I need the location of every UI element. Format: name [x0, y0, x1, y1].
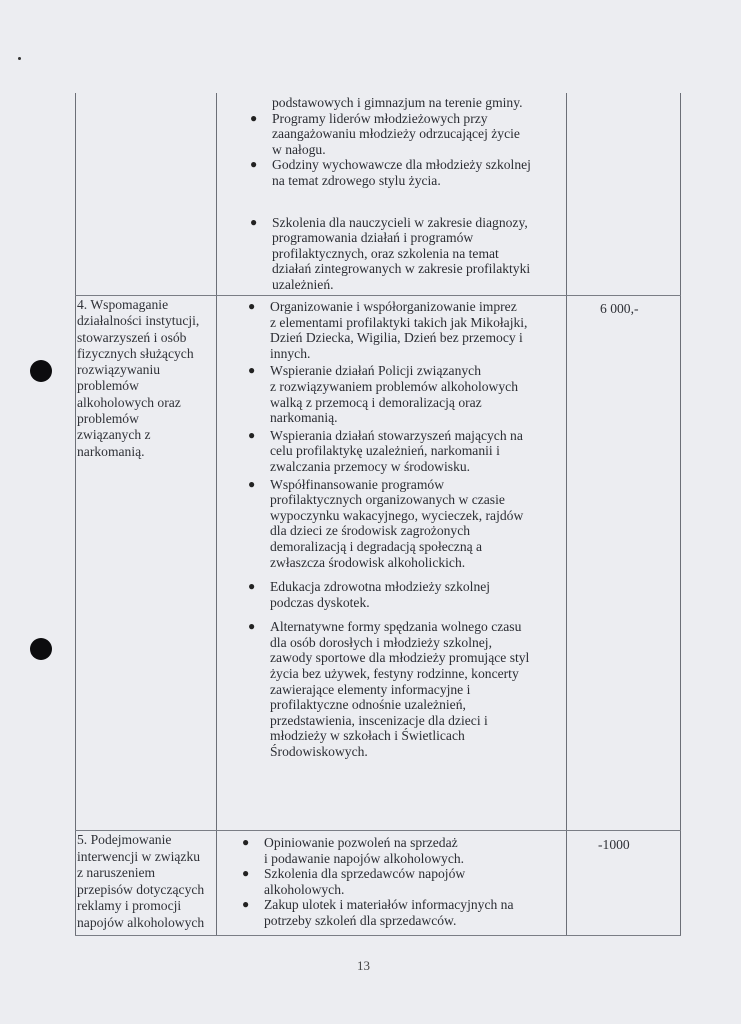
page-number: 13: [357, 958, 370, 973]
punch-hole-bottom: [30, 638, 52, 660]
list-item: ● Szkolenia dla sprzedawców napojów alkoholowych.: [242, 866, 466, 897]
row-4-amount: 6 000,-: [600, 301, 639, 316]
bullet-icon: ●: [248, 299, 256, 313]
table-row-divider-1: [75, 295, 681, 296]
table-border-col2: [216, 93, 217, 936]
scan-speck: [18, 57, 21, 60]
bullet-icon: ●: [250, 214, 258, 229]
table-row-divider-2: [75, 830, 681, 831]
list-item: ● Wspierania działań stowarzyszeń mających na celu profilaktykę uzależnień, narkomanii i zwalczania przemocy w środowisku.: [248, 427, 523, 474]
row-5-amount: -1000: [598, 837, 630, 852]
table-border-right: [680, 93, 681, 936]
list-item: ● Opiniowanie pozwoleń na sprzedaż i podawanie napojów alkoholowych.: [242, 835, 465, 866]
row-continued-items: [250, 95, 564, 293]
table-border-left: [75, 93, 76, 936]
list-item: ● Wspieranie działań Policji związanych z rozwiązywaniem problemów alkoholowych walką z przemocą i demoralizacją oraz narkomanią.: [248, 363, 519, 426]
table-border-col3: [566, 93, 567, 936]
list-item: ● Zakup ulotek i materiałów informacyjnych na potrzeby szkoleń dla sprzedawców.: [242, 897, 514, 928]
bullet-icon: ●: [242, 835, 250, 849]
list-item: ● Godziny wychowawcze dla młodzieży szkolnej na temat zdrowego stylu życia.: [250, 157, 531, 188]
list-item: ● Współfinansowanie programów profilaktycznych organizowanych w czasie wypoczynku wakacyjnego, wycieczek, rajdów dla dzieci ze środowisk zagrożonych demoralizacją i degradacją społeczną a zwłaszcza środowisk alkoholickich.: [248, 476, 524, 570]
list-item: ● Alternatywne formy spędzania wolnego czasu dla osób dorosłych i młodzieży szkolnej, zawody sportowe dla młodzieży promujące styl życia bez używek, festyny rodzinne, koncerty zawierające elementy informacyjne i profilaktyczne odnośnie uzależnień, przedstawienia, inscenizacje dla dzieci i młodzieży w szkołach i Świetlicach Środowiskowych.: [248, 619, 530, 760]
bullet-icon: ●: [250, 157, 258, 172]
list-item: podstawowych i gimnazjum na terenie gminy.: [272, 95, 523, 110]
bullet-icon: ●: [242, 866, 250, 881]
bullet-icon: ●: [248, 619, 256, 634]
bullet-icon: ●: [248, 476, 256, 491]
list-item: ● Organizowanie i współorganizowanie imprez z elementami profilaktyki takich jak Mikołajki, Dzień Dziecka, Wigilia, Dzień bez przemocy i innych.: [248, 299, 528, 361]
bullet-icon: ●: [248, 363, 256, 378]
row-4-items: [248, 299, 564, 760]
list-item: ● Programy liderów młodzieżowych przy zaangażowaniu młodzieży odrzucającej życie w nałogu.: [250, 110, 520, 157]
bullet-icon: ●: [250, 110, 258, 125]
row-4-title: 4. Wspomaganie działalności instytucji, stowarzyszeń i osób fizycznych służących rozwiązywaniu problemów alkoholowych oraz problemów związanych z narkomanią.: [77, 297, 200, 459]
bullet-icon: ●: [248, 579, 256, 594]
list-item: ● Szkolenia dla nauczycieli w zakresie diagnozy, programowania działań i programów profilaktycznych, oraz szkolenia na temat działań zintegrowanych w zakresie profilaktyki uzależnień.: [250, 214, 531, 292]
row-5-title: 5. Podejmowanie interwencji w związku z naruszeniem przepisów dotyczących reklamy i promocji napojów alkoholowych: [77, 832, 205, 930]
table-border-bottom: [75, 935, 681, 936]
row-5-items: [242, 835, 564, 929]
list-item: ● Edukacja zdrowotna młodzieży szkolnej podczas dyskotek.: [248, 579, 491, 610]
punch-hole-top: [30, 360, 52, 382]
bullet-icon: ●: [242, 897, 250, 912]
bullet-icon: ●: [248, 427, 256, 442]
